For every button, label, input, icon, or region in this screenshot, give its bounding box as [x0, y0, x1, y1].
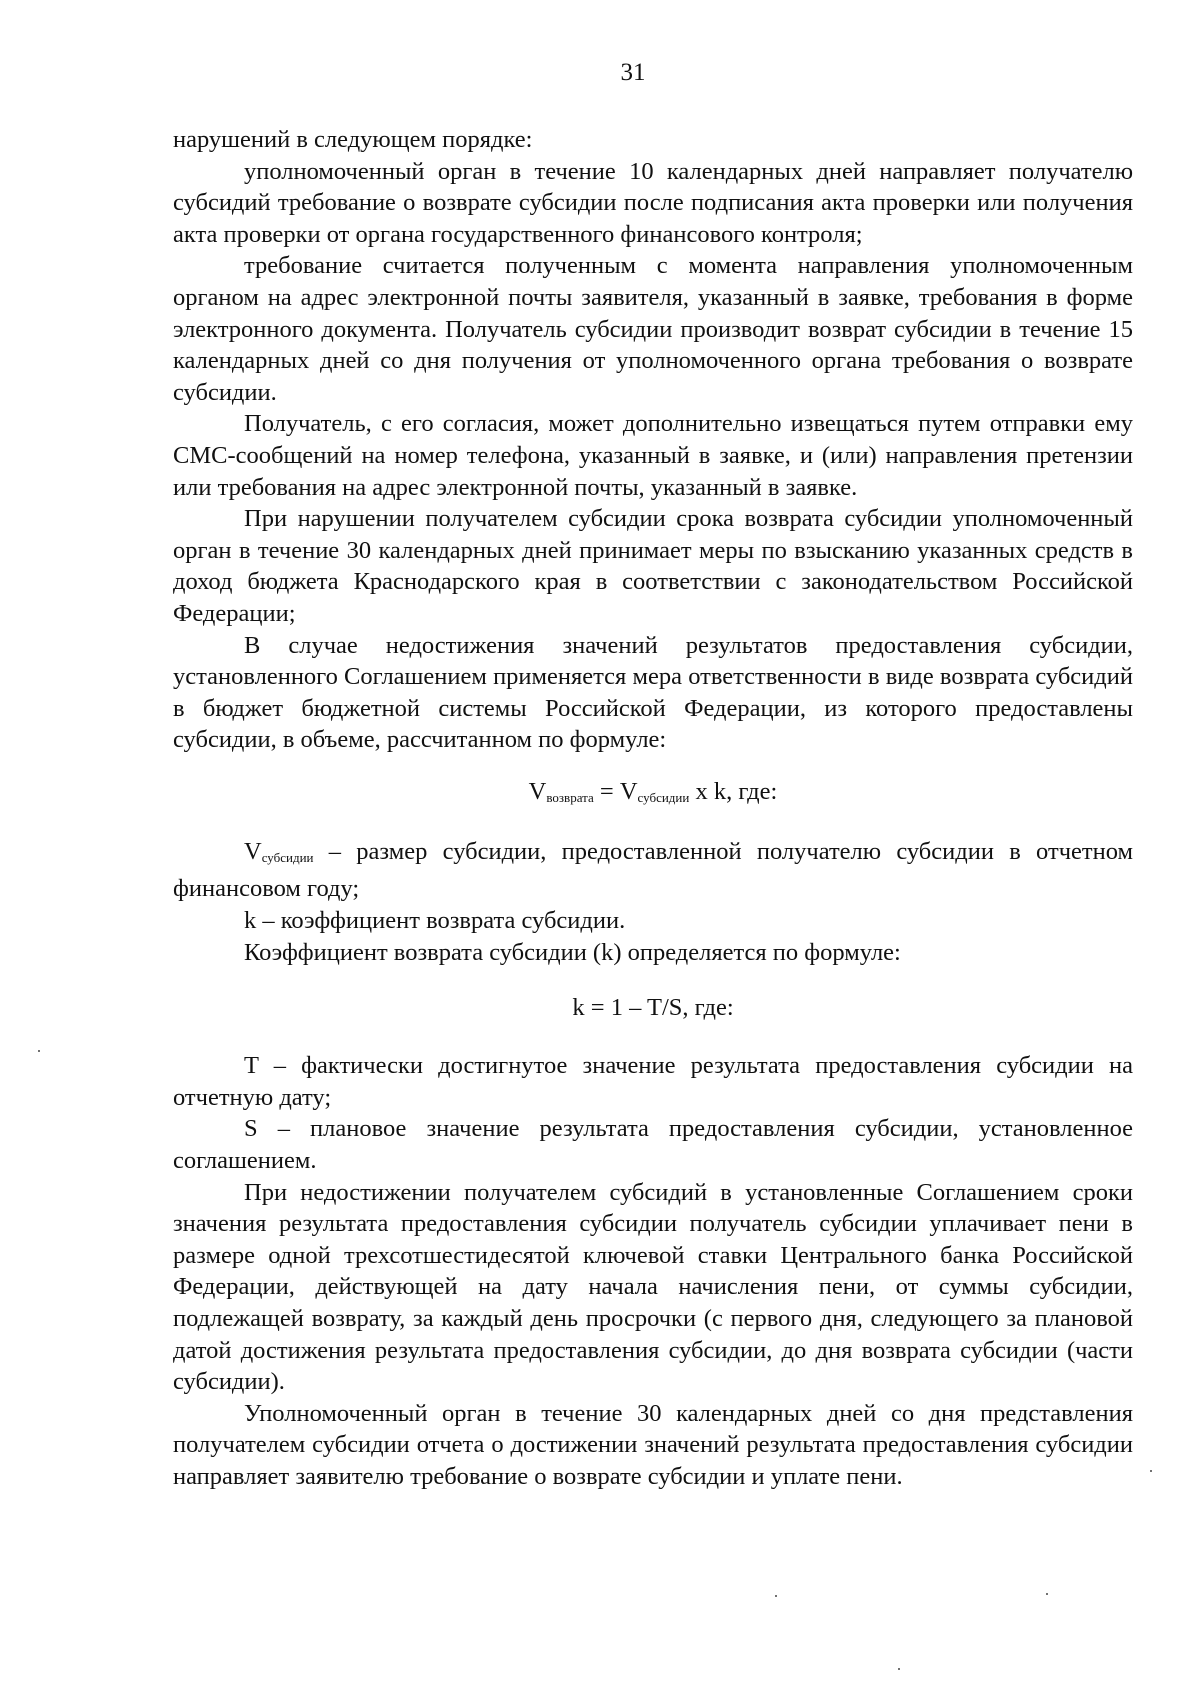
- formula-coefficient: k = 1 – T/S, где:: [572, 994, 734, 1022]
- scan-speck: [1046, 1593, 1048, 1595]
- paragraph-t-definition: T – фактически достигнутое значение результата предоставления субсидии на отчетную дату;: [173, 1052, 1133, 1111]
- paragraph-non-achievement: В случае недостижения значений результатов предоставления субсидии, установленного Соглашением применяется мера ответственности в виде возврата субсидий в бюджет бюджетной системы Российской Федерации, из которого предоставлены субсидии, в объеме, рассчитанном по формуле:: [173, 631, 1133, 754]
- scan-speck: [898, 1668, 900, 1670]
- document-body: [173, 124, 1133, 1493]
- paragraph-intro: нарушений в следующем порядке:: [173, 126, 533, 153]
- definition-subscript-subsidy: субсидии: [261, 849, 314, 865]
- paragraph-vsubsidy-definition: [173, 836, 1133, 905]
- definition-text: – размер субсидии, предоставленной получателю субсидии в отчетном финансовом году;: [173, 837, 1133, 903]
- paragraph-sms-notification: Получатель, с его согласия, может дополнительно извещаться путем отправки ему СМС-сообщений на номер телефона, указанный в заявке, и (или) направления претензии или требования на адрес электронной почты, указанный в заявке.: [173, 410, 1133, 501]
- paragraph-penalty: При недостижении получателем субсидий в установленные Соглашением сроки значения результата предоставления субсидии получатель субсидии уплачивает пени в размере одной трехсотшестидесятой ключевой ставки Центрального банка Российской Федерации, действующей на дату начала начисления пени, от суммы субсидии, подлежащей возврату, за каждый день просрочки (с первого дня, следующего за плановой датой достижения результата предоставления субсидии, до дня возврата субсидии (части субсидии).: [173, 1178, 1133, 1396]
- scan-speck: [775, 1595, 777, 1597]
- formula-tail: x k, где:: [689, 777, 778, 805]
- formula-v-symbol-2: V: [619, 777, 638, 805]
- paragraph-k-formula-intro: Коэффициент возврата субсидии (k) определяется по формуле:: [244, 938, 901, 966]
- definition-v-symbol: V: [244, 837, 262, 865]
- paragraph-k-definition: k – коэффициент возврата субсидии.: [244, 907, 626, 935]
- formula-return-volume: [173, 776, 1133, 814]
- paragraph-requirement-received: требование считается полученным с момента направления уполномоченным органом на адрес электронной почты заявителя, указанный в заявке, требования в форме электронного документа. Получатель субсидии производит возврат субсидии в течение 15 календарных дней со дня получения от уполномоченного органа требования о возврате субсидии.: [173, 252, 1133, 406]
- formula-equals: =: [593, 777, 620, 805]
- paragraph-s-definition: S – плановое значение результата предоставления субсидии, установленное соглашением.: [173, 1115, 1133, 1175]
- paragraph-authority-notice: уполномоченный орган в течение 10 календарных дней направляет получателю субсидий требование о возврате субсидии после подписания акта проверки или получения акта проверки от органа государственного финансового контроля;: [173, 157, 1133, 248]
- page-number: 31: [620, 59, 646, 86]
- formula-v-symbol: V: [528, 777, 547, 805]
- formula-subscript-return: возврата: [546, 789, 594, 805]
- formula-subscript-subsidy: субсидии: [637, 789, 690, 805]
- paragraph-violation-recovery: При нарушении получателем субсидии срока возврата субсидии уполномоченный орган в течение 30 календарных дней принимает меры по взысканию указанных средств в доход бюджета Краснодарского края в соответствии с законодательством Российской Федерации;: [173, 505, 1133, 627]
- scan-speck: [38, 1050, 40, 1052]
- paragraph-final-requirement: Уполномоченный орган в течение 30 календарных дней со дня представления получателем субсидии отчета о достижении значений результата предоставления субсидии направляет заявителю требование о возврате субсидии и уплате пени.: [173, 1399, 1133, 1490]
- scan-speck: [1150, 1470, 1152, 1472]
